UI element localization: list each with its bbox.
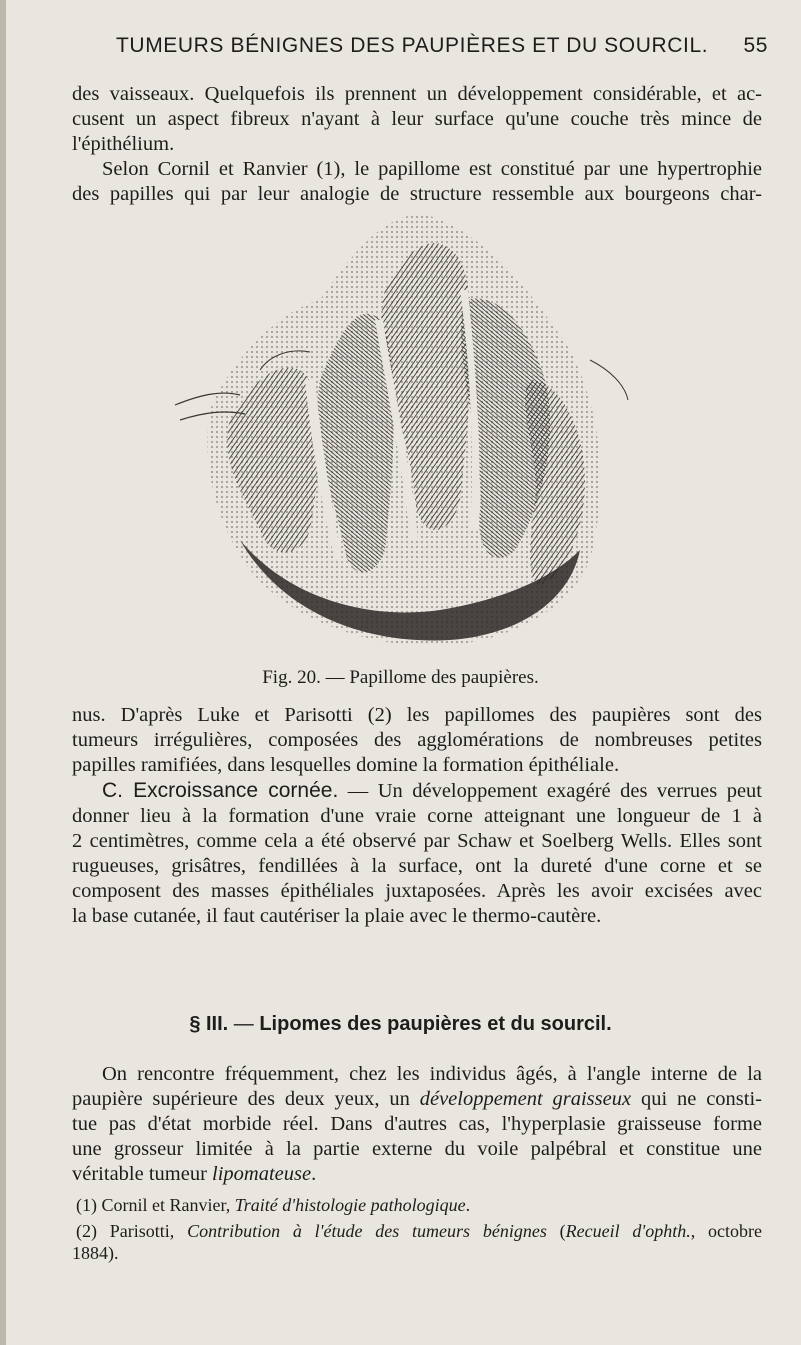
text-span: paupière supérieure des deux yeux, un <box>72 1088 420 1110</box>
text-span: véritable tumeur <box>72 1163 213 1185</box>
subsection-heading: C. Excroissance cornée. <box>102 779 339 802</box>
text-span: qui ne consti- <box>631 1088 762 1110</box>
footnotes <box>72 1194 762 1264</box>
italic-title: Contribution à l'étude des tumeurs bénignes <box>187 1221 547 1241</box>
papilloma-illustration <box>170 180 630 660</box>
text-span: . <box>311 1163 317 1185</box>
italic-title: Recueil d'ophth. <box>565 1221 691 1241</box>
text-line: papilles ramifiées, dans lesquelles domine la formation épithéliale. <box>72 754 620 776</box>
text-line: cusent un aspect fibreux n'ayant à leur surface qu'une couche très mince de <box>72 108 762 130</box>
text-span: Parisotti, <box>109 1221 188 1241</box>
figure-caption: Fig. 20. — Papillome des paupières. <box>262 667 539 688</box>
section-dash: — <box>228 1013 260 1035</box>
running-title: TUMEURS BÉNIGNES DES PAUPIÈRES ET DU SOURCIL. <box>116 34 709 57</box>
text-span: ( <box>546 1221 566 1241</box>
section-paragraph <box>72 1062 762 1187</box>
footnote-1 <box>72 1194 762 1216</box>
italic-title: Traité d'histologie pathologique <box>234 1195 466 1215</box>
footnote-marker: (2) <box>76 1221 110 1241</box>
text-span: — Un développement exagéré des verrues peut <box>338 780 762 802</box>
text-line: des vaisseaux. Quelquefois ils prennent un développement considérable, et ac- <box>72 83 762 105</box>
text-line <box>72 1162 762 1187</box>
text-line <box>72 1087 762 1112</box>
text-line: nus. D'après Luke et Parisotti (2) les papillomes des paupières sont des <box>72 704 762 726</box>
footnote-marker: (1) <box>76 1195 102 1215</box>
footnote-2-continued: 1884). <box>72 1243 119 1263</box>
text-line: des papilles qui par leur analogie de structure ressemble aux bourgeons char- <box>72 183 762 205</box>
text-span: , octobre <box>690 1221 762 1241</box>
section-number: § III. <box>189 1013 229 1035</box>
text-span: Cornil et Ranvier, <box>101 1195 235 1215</box>
italic-term: développement graisseux <box>419 1088 632 1110</box>
text-line: composent des masses épithéliales juxtaposées. Après les avoir excisées avec <box>72 880 762 902</box>
italic-term: lipomateuse <box>212 1163 312 1185</box>
text-line: rugueuses, grisâtres, fendillées à la surface, ont la dureté d'une corne et se <box>72 855 762 877</box>
footnote-2 <box>72 1220 762 1242</box>
text-line: Selon Cornil et Ranvier (1), le papillome est constitué par une hypertrophie <box>102 158 762 180</box>
text-line: tumeurs irrégulières, composées des agglomérations de nombreuses petites <box>72 729 762 751</box>
body-paragraph <box>72 703 762 929</box>
text-line: une grosseur limitée à la partie externe du voile palpébral et constitue une <box>72 1138 762 1160</box>
text-line: 2 centimètres, comme cela a été observé par Schaw et Soelberg Wells. Elles sont <box>72 830 762 852</box>
page-number: 55 <box>743 34 768 57</box>
text-span: . <box>465 1195 471 1215</box>
text-line <box>72 778 762 804</box>
text-line: la base cutanée, il faut cautériser la plaie avec le thermo-cautère. <box>72 905 602 927</box>
text-line: On rencontre fréquemment, chez les individus âgés, à l'angle interne de la <box>102 1063 762 1085</box>
section-heading <box>0 1013 801 1036</box>
section-title: Lipomes des paupières et du sourcil. <box>259 1013 612 1035</box>
text-line: donner lieu à la formation d'une vraie corne atteignant une longueur de 1 à <box>72 805 762 827</box>
text-line: tue pas d'état morbide réel. Dans d'autres cas, l'hyperplasie graisseuse forme <box>72 1113 762 1135</box>
text-line: l'épithélium. <box>72 133 175 155</box>
